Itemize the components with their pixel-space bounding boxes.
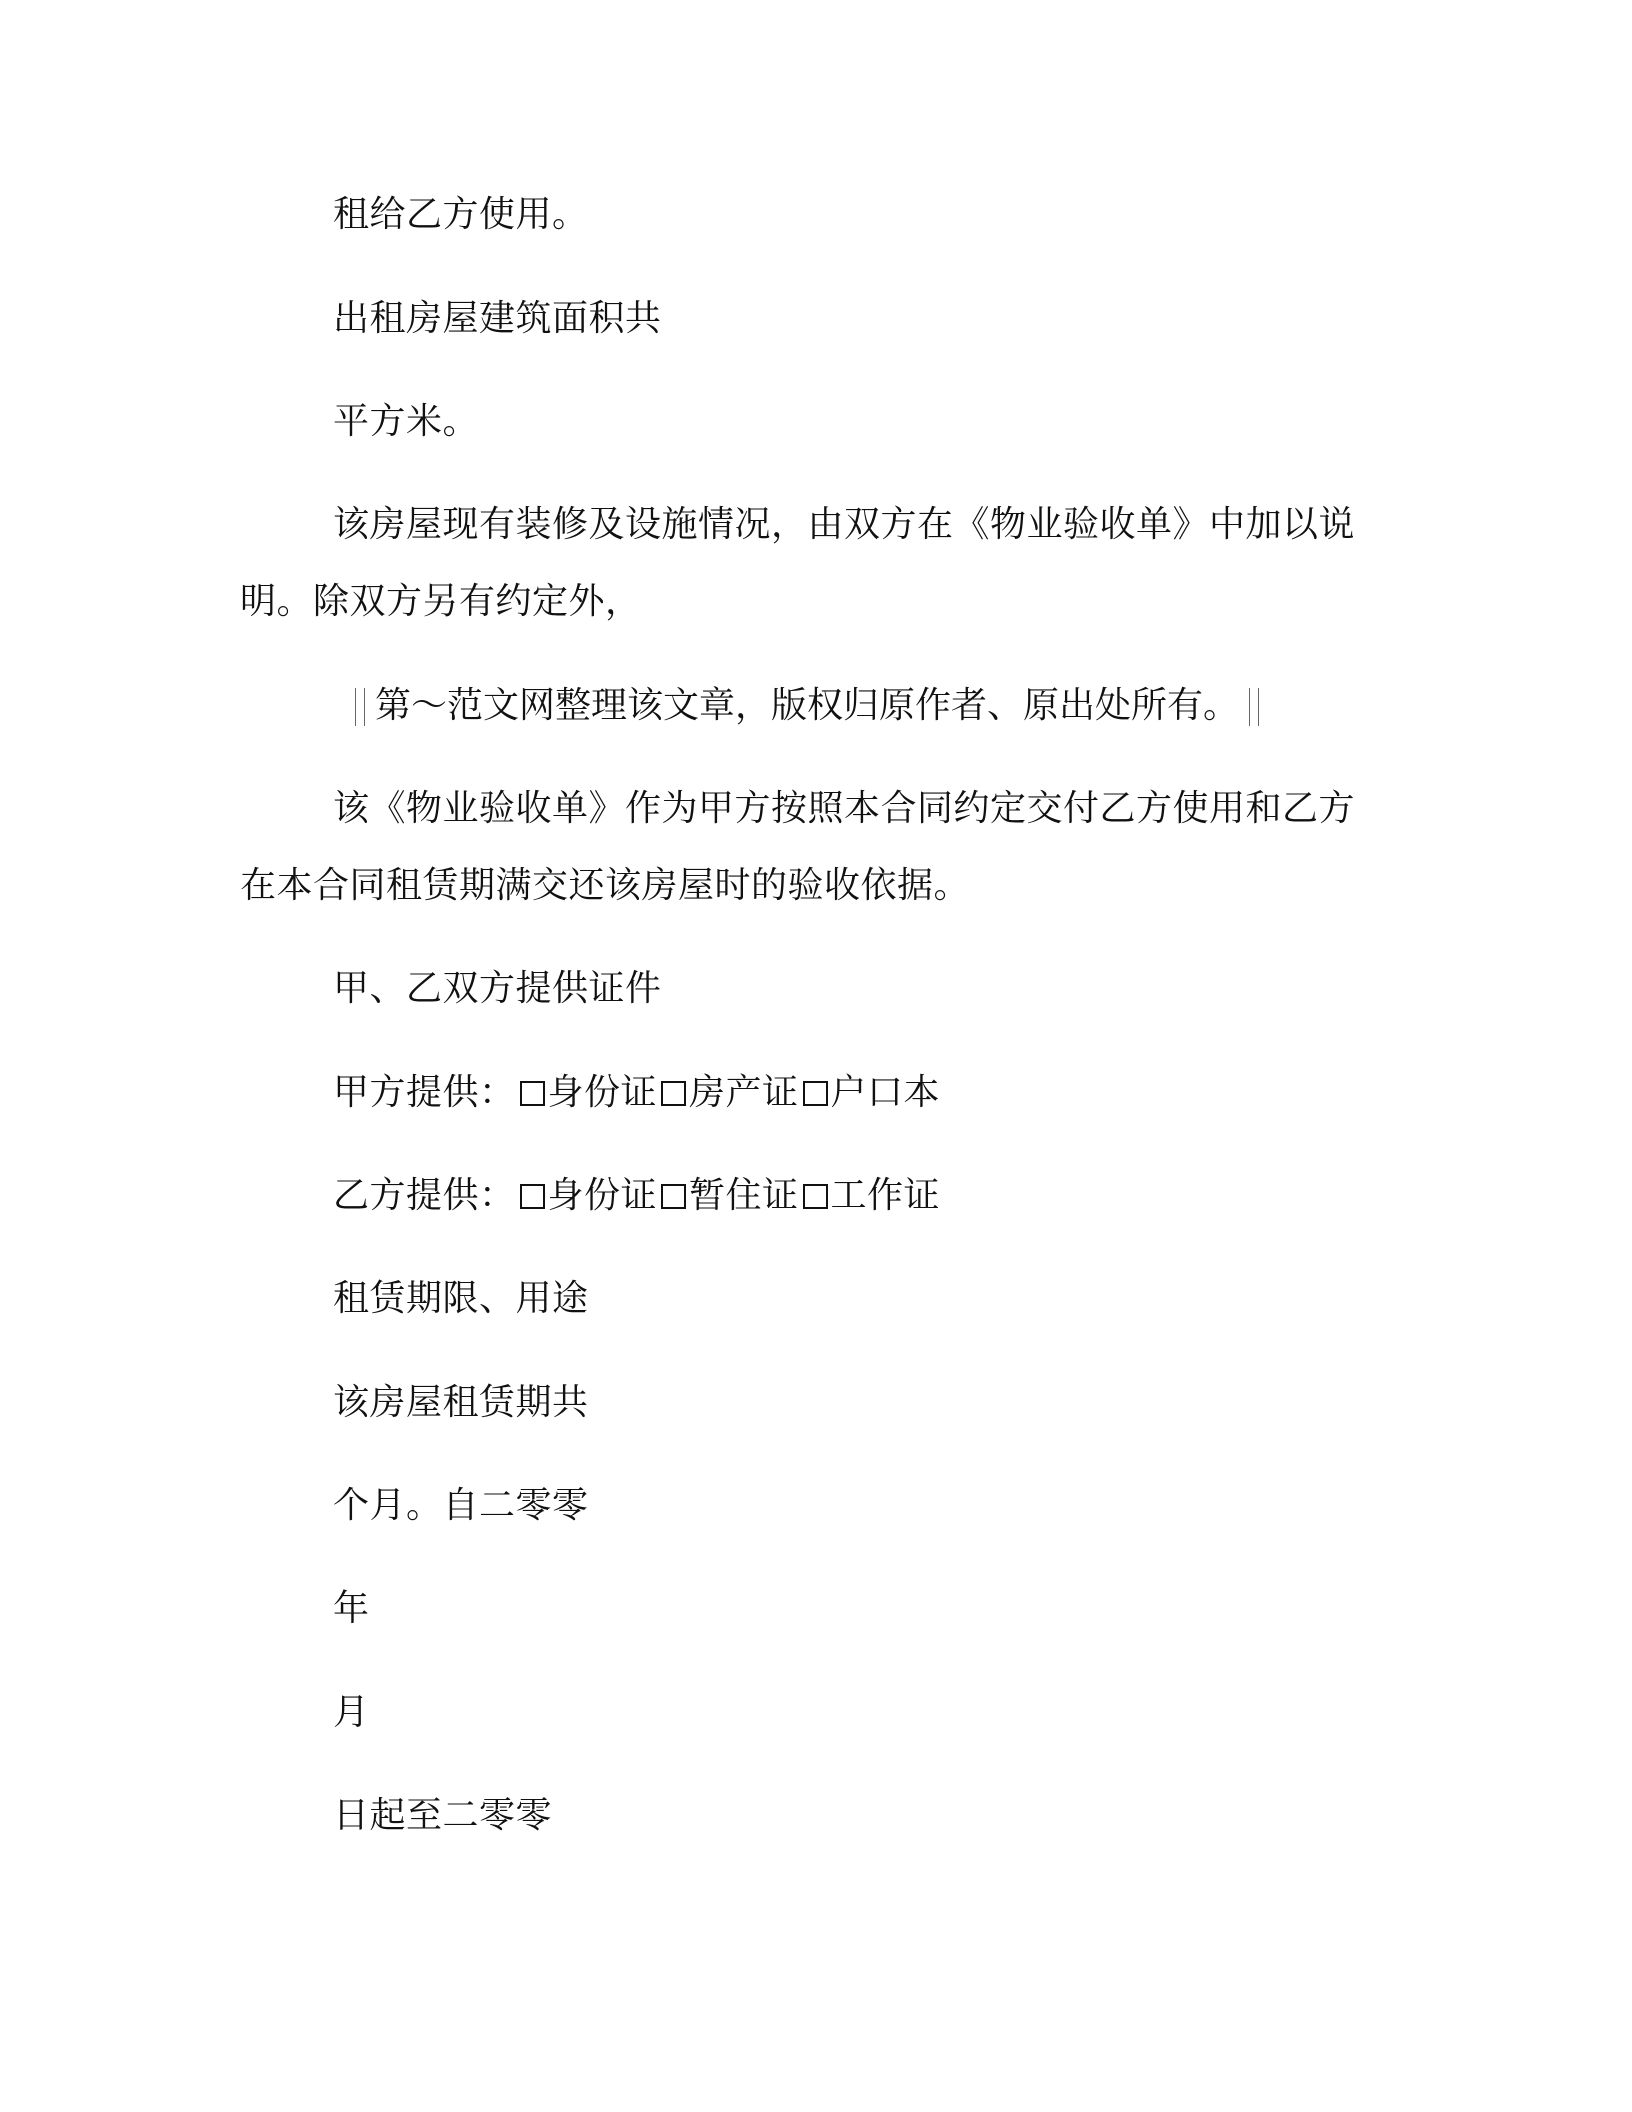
heading-documents: 甲、乙双方提供证件	[333, 968, 662, 1009]
party-b-item-1: 身份证	[547, 1175, 658, 1216]
double-bar-left	[355, 688, 365, 726]
checkbox-a-household[interactable]	[803, 1081, 828, 1106]
paragraph-acceptance-line2: 在本合同租赁期满交还该房屋时的验收依据。	[240, 865, 971, 906]
paragraph-year: 年	[333, 1588, 370, 1629]
paragraph-month: 月	[333, 1692, 370, 1733]
paragraph-area: 出租房屋建筑面积共	[333, 298, 662, 339]
party-a-item-2: 房产证	[689, 1072, 799, 1113]
notice-text: 第～范文网整理该文章，版权归原作者、原出处所有。	[375, 685, 1240, 726]
paragraph-acceptance-line1: 该《物业验收单》作为甲方按照本合同约定交付乙方使用和乙方	[333, 788, 1356, 829]
party-b-item-2: 暂住证	[689, 1175, 799, 1216]
paragraph-decoration-line2: 明。除双方另有约定外，	[240, 581, 642, 622]
paragraph-rent-to-b: 租给乙方使用。	[333, 194, 589, 235]
checkbox-b-work[interactable]	[803, 1184, 828, 1209]
paragraph-months-from: 个月。自二零零	[333, 1485, 589, 1526]
party-b-item-3: 工作证	[830, 1175, 941, 1216]
checkbox-a-id[interactable]	[520, 1081, 545, 1106]
party-a-item-1: 身份证	[547, 1072, 658, 1113]
paragraph-square-meters: 平方米。	[333, 401, 480, 442]
party-b-label: 乙方提供：	[333, 1175, 516, 1216]
checkbox-b-residence[interactable]	[661, 1184, 686, 1209]
heading-lease-term: 租赁期限、用途	[333, 1278, 589, 1319]
copyright-notice	[345, 684, 1269, 728]
paragraph-day-until: 日起至二零零	[333, 1795, 553, 1836]
party-b-documents	[333, 1174, 940, 1218]
party-a-item-3: 户口本	[830, 1072, 941, 1113]
party-a-label: 甲方提供：	[333, 1072, 516, 1113]
checkbox-b-id[interactable]	[520, 1184, 545, 1209]
checkbox-a-property[interactable]	[661, 1081, 686, 1106]
paragraph-decoration-line1: 该房屋现有装修及设施情况，由双方在《物业验收单》中加以说	[333, 504, 1356, 545]
party-a-documents	[333, 1071, 940, 1115]
paragraph-lease-period: 该房屋租赁期共	[333, 1382, 589, 1423]
double-bar-right	[1249, 688, 1259, 726]
